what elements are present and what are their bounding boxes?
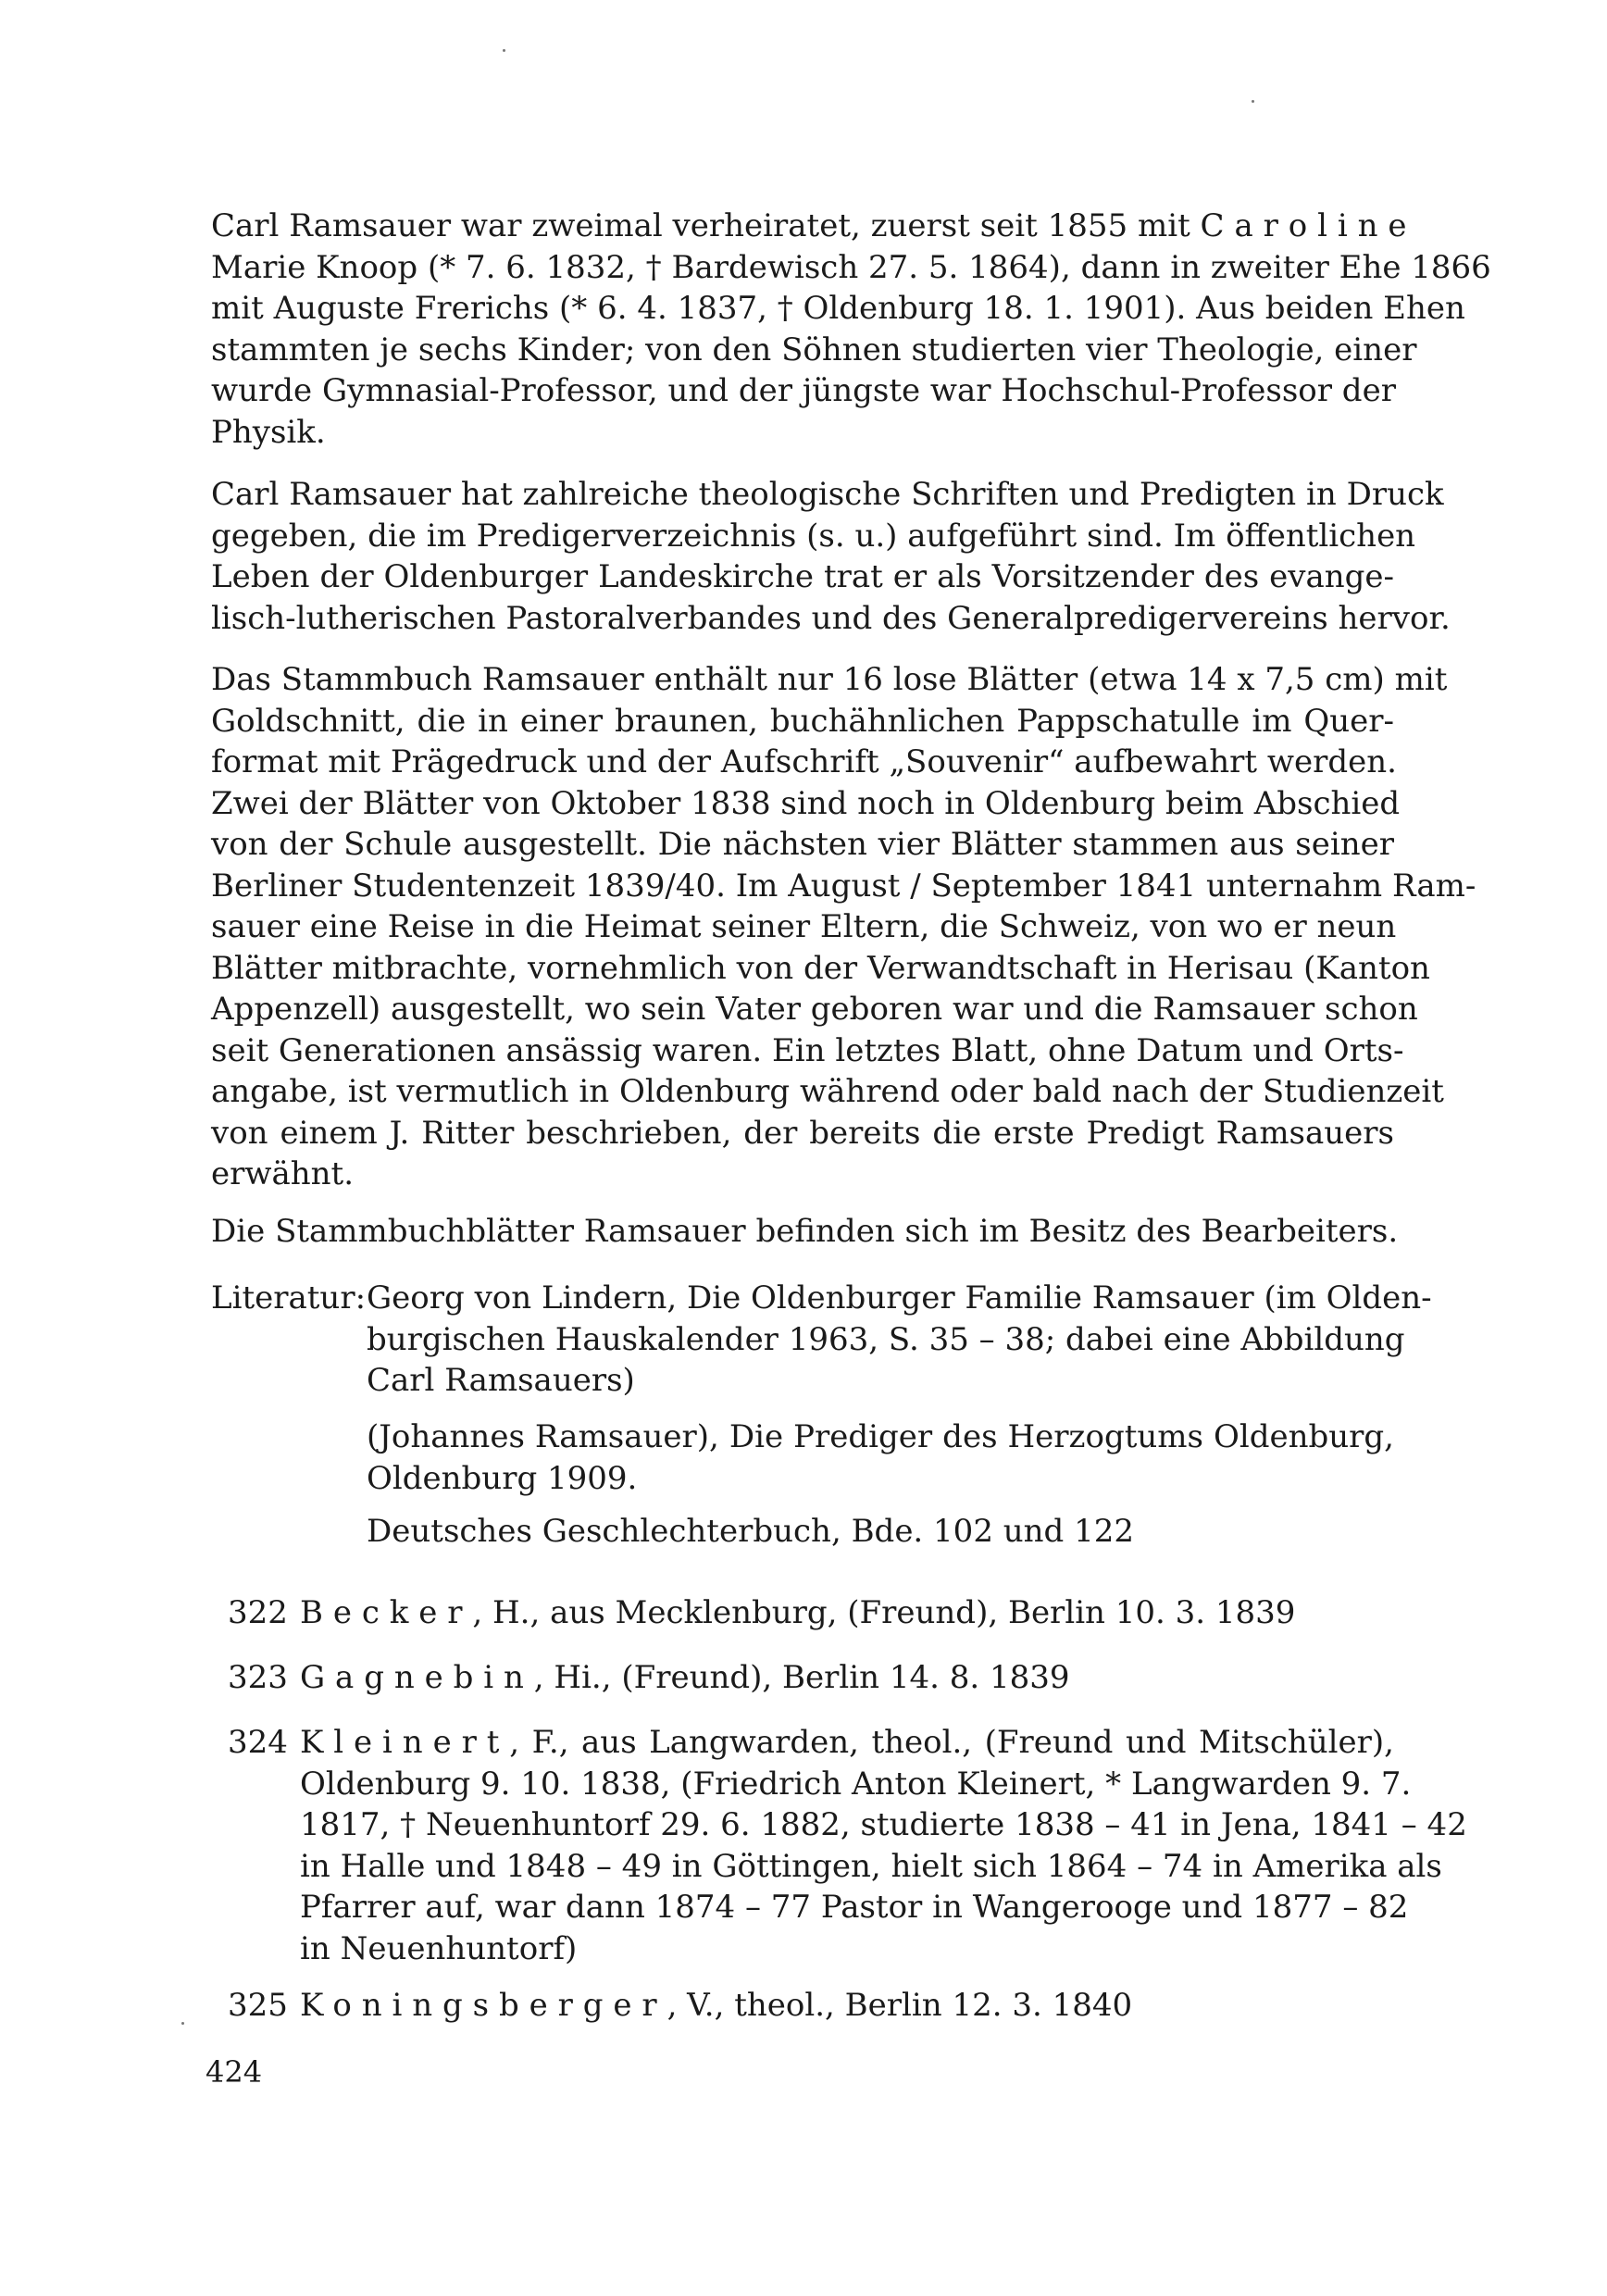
entry-number: 325	[228, 1987, 288, 2024]
text-line: Deutsches Geschlechterbuch, Bde. 102 und 122	[367, 1513, 1135, 1550]
text-line: stammten je sechs Kinder; von den Söhnen studierten vier Theologie, einer	[211, 331, 1417, 368]
text-line: seit Generationen ansässig waren. Ein letztes Blatt, ohne Datum und Orts-	[211, 1031, 1404, 1069]
text-line: in Neuenhuntorf)	[300, 1929, 578, 1967]
text-line: wurde Gymnasial-Professor, und der jüngste war Hochschul-Professor der	[211, 372, 1396, 409]
text-line: burgischen Hauskalender 1963, S. 35 – 38; dabei eine Abbildung	[367, 1320, 1405, 1358]
text-line: von der Schule ausgestellt. Die nächsten vier Blätter stammen aus seiner	[211, 826, 1394, 863]
literature-entry	[367, 1278, 1432, 1402]
text-line: Oldenburg 1909.	[367, 1459, 638, 1497]
entry-name: Becker	[300, 1594, 473, 1631]
page-number: 424	[206, 2054, 263, 2090]
text-line: erwähnt.	[211, 1155, 355, 1192]
text-line: gegeben, die im Predigerverzeichnis (s. u.) aufgeführt sind. Im öffentlichen	[211, 517, 1416, 555]
paragraph-ownership	[211, 1211, 1399, 1253]
text-line: Goldschnitt, die in einer braunen, buchähnlichen Pappschatulle im Quer-	[211, 702, 1394, 740]
text-line: Gagnebin, Hi., (Freund), Berlin 14. 8. 1839	[300, 1659, 1070, 1696]
entry-body	[300, 1592, 1394, 1634]
literature-entry	[367, 1511, 1394, 1553]
text-line: Blätter mitbrachte, vornehmlich von der Verwandtschaft in Herisau (Kanton	[211, 949, 1430, 987]
entry-name: Gagnebin	[300, 1659, 534, 1696]
text-line: Oldenburg 9. 10. 1838, (Friedrich Anton Kleinert, * Langwarden 9. 7.	[300, 1765, 1412, 1803]
paragraph-writings	[211, 474, 1451, 639]
literature-label: Literatur:	[211, 1279, 367, 1316]
text-line: Becker, H., aus Mecklenburg, (Freund), Berlin 10. 3. 1839	[300, 1594, 1296, 1631]
entry-number: 323	[228, 1659, 288, 1696]
scan-speck	[181, 2022, 184, 2025]
text-line: Carl Ramsauers)	[367, 1362, 635, 1399]
text-line: Die Stammbuchblätter Ramsauer befinden sich im Besitz des Bearbeiters.	[211, 1213, 1399, 1250]
text-line: angabe, ist vermutlich in Oldenburg während oder bald nach der Studienzeit	[211, 1073, 1444, 1110]
entry-body	[300, 1985, 1394, 2027]
literature-entry	[367, 1416, 1394, 1499]
text-line: 1817, † Neuenhuntorf 29. 6. 1882, studierte 1838 – 41 in Jena, 1841 – 42	[300, 1806, 1467, 1843]
entry-body	[300, 1657, 1394, 1699]
text-line: Physik.	[211, 413, 326, 451]
paragraph-marriages	[211, 206, 1491, 453]
text-line: lisch-lutherischen Pastoralverbandes und des Generalpredigervereins hervor.	[211, 599, 1451, 637]
text-line: Pfarrer auf, war dann 1874 – 77 Pastor in Wangerooge und 1877 – 82	[300, 1889, 1409, 1926]
text-line: Marie Knoop (* 7. 6. 1832, † Bardewisch 27. 5. 1864), dann in zweiter Ehe 1866	[211, 248, 1491, 286]
text-line: Koningsberger, V., theol., Berlin 12. 3. 1840	[300, 1987, 1133, 2024]
text-line: Leben der Oldenburger Landeskirche trat er als Vorsitzender des evange-	[211, 558, 1394, 595]
paragraph-stammbuch	[211, 659, 1476, 1195]
entry-number: 324	[228, 1724, 288, 1761]
entry-name: Kleinert	[300, 1724, 510, 1761]
text-line: Carl Ramsauer war zweimal verheiratet, zuerst seit 1855 mit Caroline	[211, 207, 1417, 244]
text-line: Appenzell) ausgestellt, wo sein Vater geboren war und die Ramsauer schon	[211, 991, 1418, 1028]
text-line: Carl Ramsauer hat zahlreiche theologische Schriften und Predigten in Druck	[211, 476, 1444, 513]
scan-speck	[503, 49, 505, 52]
text-line: Zwei der Blätter von Oktober 1838 sind noch in Oldenburg beim Abschied	[211, 784, 1401, 822]
text-line: (Johannes Ramsauer), Die Prediger des Herzogtums Oldenburg,	[367, 1418, 1394, 1455]
text-line: Berliner Studentenzeit 1839/40. Im August / September 1841 unternahm Ram-	[211, 867, 1476, 905]
text-line: Das Stammbuch Ramsauer enthält nur 16 lose Blätter (etwa 14 x 7,5 cm) mit	[211, 661, 1448, 698]
text-line: von einem J. Ritter beschrieben, der bereits die erste Predigt Ramsauers	[211, 1114, 1394, 1152]
text-line: mit Auguste Frerichs (* 6. 4. 1837, † Oldenburg 18. 1. 1901). Aus beiden Ehen	[211, 290, 1465, 327]
entry-name: Koningsberger	[300, 1987, 667, 2024]
text-line: sauer eine Reise in die Heimat seiner Eltern, die Schweiz, von wo er neun	[211, 908, 1397, 945]
spaced-name: Caroline	[1200, 207, 1417, 244]
text-line: Kleinert, F., aus Langwarden, theol., (Freund und Mitschüler),	[300, 1724, 1394, 1761]
entry-body	[300, 1722, 1467, 1969]
text-line: in Halle und 1848 – 49 in Göttingen, hielt sich 1864 – 74 in Amerika als	[300, 1847, 1442, 1885]
entry-number: 322	[228, 1594, 288, 1631]
scan-speck	[1252, 100, 1254, 103]
text-line: format mit Prägedruck und der Aufschrift „Souvenir“ aufbewahrt werden.	[211, 743, 1397, 780]
text-line: Georg von Lindern, Die Oldenburger Familie Ramsauer (im Olden-	[367, 1279, 1432, 1316]
